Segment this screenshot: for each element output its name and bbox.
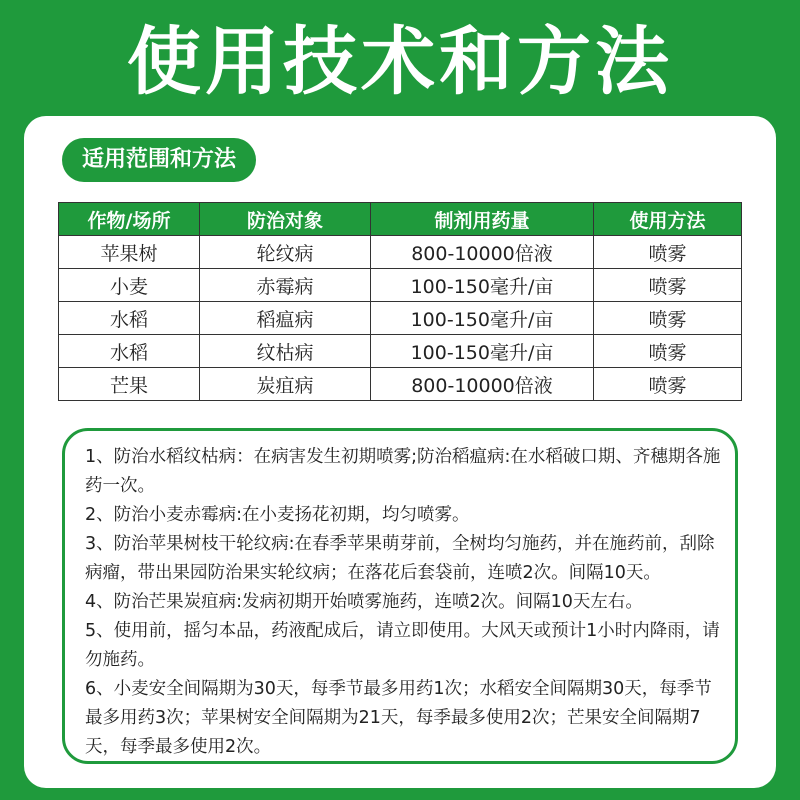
table-row [59,335,742,368]
table-header: 作物/场所 [59,203,200,236]
note-item: 6、小麦安全间隔期为30天，每季节最多用药1次；水稻安全间隔期30天，每季节最多用药3次；苹果树安全间隔期为21天，每季最多使用2次；芒果安全间隔期7天，每季最多使用2次。 [85,679,712,757]
table-row [59,368,742,401]
table-cell: 800-10000倍液 [371,236,594,269]
table-cell: 喷雾 [594,269,742,302]
table-cell: 800-10000倍液 [371,368,594,401]
table-header-row [59,203,742,236]
table-cell: 芒果 [59,368,200,401]
table-cell: 喷雾 [594,368,742,401]
table-cell: 小麦 [59,269,200,302]
table-row [59,269,742,302]
note-item: 1、防治水稻纹枯病：在病害发生初期喷雾;防治稻瘟病:在水稻破口期、齐穗期各施药一次。 [85,447,721,496]
note-item: 2、防治小麦赤霉病:在小麦扬花初期，均匀喷雾。 [85,505,470,525]
table-cell: 喷雾 [594,302,742,335]
table-cell: 100-150毫升/亩 [371,335,594,368]
table-cell: 100-150毫升/亩 [371,302,594,335]
table-cell: 喷雾 [594,335,742,368]
table-header: 制剂用药量 [371,203,594,236]
table-cell: 喷雾 [594,236,742,269]
section-label: 适用范围和方法 [62,138,256,182]
note-item: 3、防治苹果树枝干轮纹病:在春季苹果萌芽前，全树均匀施药，并在施药前，刮除病瘤，带出果园防治果实轮纹病；在落花后套袋前，连喷2次。间隔10天。 [85,534,715,583]
table-cell: 水稻 [59,302,200,335]
page-title: 使用技术和方法 [127,19,673,105]
table-cell: 稻瘟病 [200,302,371,335]
table-header: 防治对象 [200,203,371,236]
table-row [59,236,742,269]
table-cell: 水稻 [59,335,200,368]
table-cell: 炭疽病 [200,368,371,401]
table-header: 使用方法 [594,203,742,236]
usage-notes [62,428,738,764]
table-cell: 赤霉病 [200,269,371,302]
table-cell: 轮纹病 [200,236,371,269]
table-row [59,302,742,335]
content-card [24,116,776,788]
table-cell: 苹果树 [59,236,200,269]
note-item: 5、使用前，摇匀本品，药液配成后，请立即使用。大风天或预计1小时内降雨，请勿施药。 [85,621,720,670]
table-cell: 100-150毫升/亩 [371,269,594,302]
note-item: 4、防治芒果炭疽病:发病初期开始喷雾施药，连喷2次。间隔10天左右。 [85,592,643,612]
usage-table [58,202,742,401]
table-cell: 纹枯病 [200,335,371,368]
